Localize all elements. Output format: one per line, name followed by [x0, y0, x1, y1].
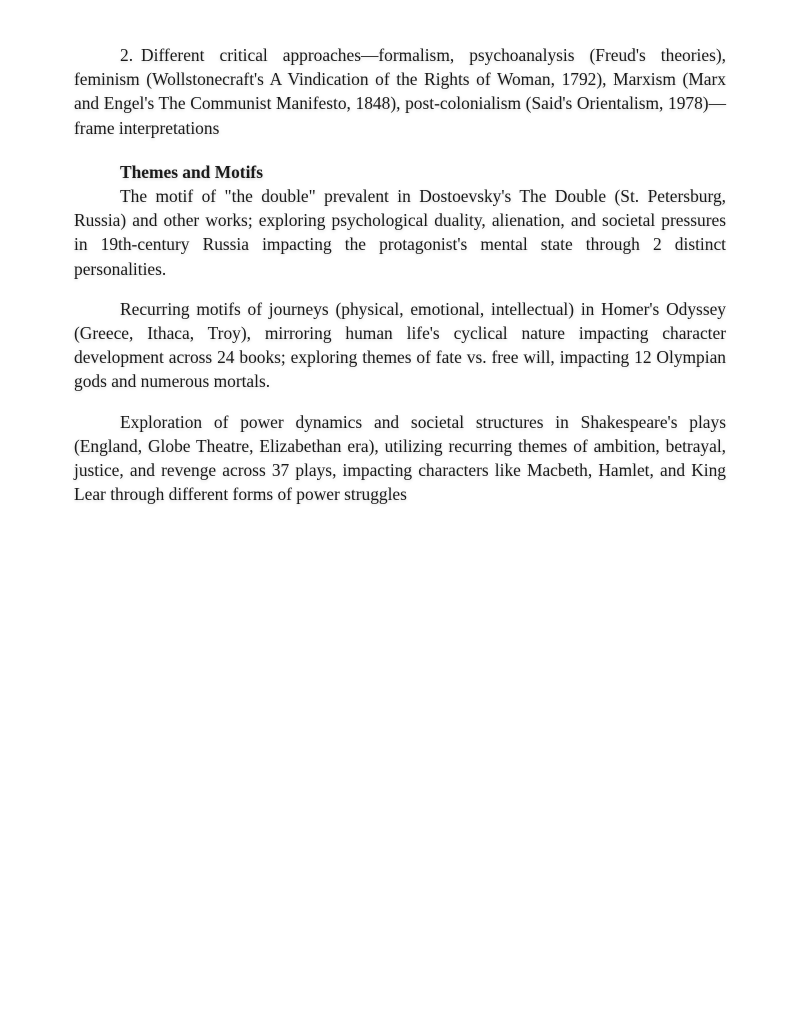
- section-heading: Themes and Motifs: [120, 161, 263, 182]
- numbered-list-item: [74, 43, 726, 140]
- document-page: [74, 43, 726, 506]
- paragraph-power-dynamics: Exploration of power dynamics and societal structures in Shakespeare's plays (England, Globe Theatre, Elizabethan era), utilizing recurring themes of ambition, betrayal, justice, and revenge across 37 plays, impacting characters like Macbeth, Hamlet, and King Lear through different forms of power struggles: [74, 411, 726, 505]
- paragraph-journey-motif: Recurring motifs of journeys (physical, emotional, intellectual) in Homer's Odyssey (Greece, Ithaca, Troy), mirroring human life's cyclical nature impacting character development across 24 books; exploring themes of fate vs. free will, impacting 12 Olympian gods and numerous mortals.: [74, 298, 726, 392]
- paragraph-double-motif: The motif of "the double" prevalent in Dostoevsky's The Double (St. Petersburg, Russia) and other works; exploring psychological duality, alienation, and societal pressures in 19th-century Russia impacting the protagonist's mental state through 2 distinct personalities.: [74, 186, 726, 279]
- list-item-text: Different critical approaches—formalism, psychoanalysis (Freud's theories), feminism (Wollstonecraft's A Vindication of the Rights of Woman, 1792), Marxism (Marx and Engel's The Communist Manifesto, 1848), post-colonialism (Said's Orientalism, 1978)—frame interpretations: [74, 45, 726, 138]
- list-item-number: 2.: [120, 45, 134, 65]
